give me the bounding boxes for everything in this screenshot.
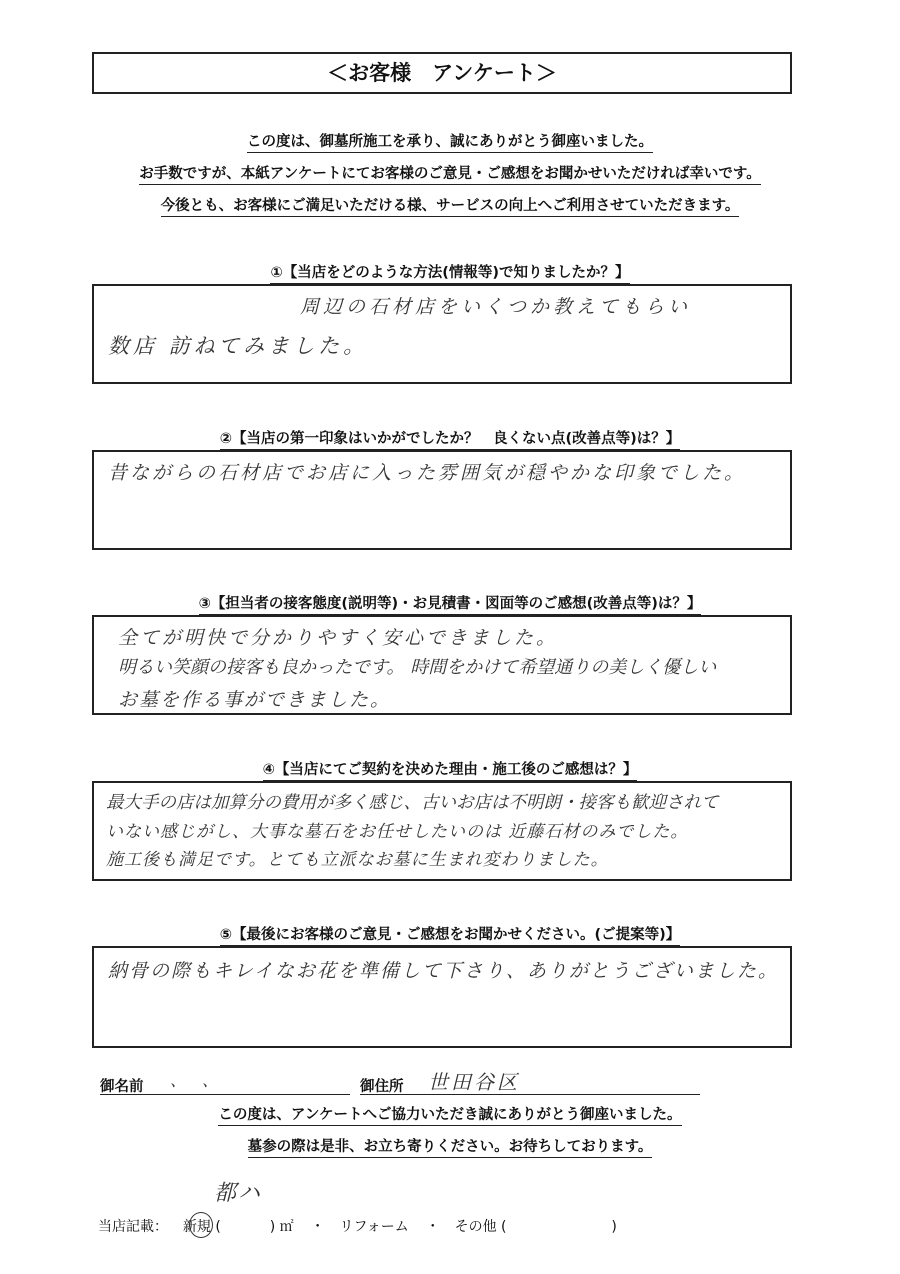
address-underline — [360, 1075, 700, 1095]
name-value[interactable]: 、 、 — [170, 1071, 223, 1090]
question-5-label: ⑤【最後にお客様のご意見・ご感想をお聞かせください。(ご提案等)】 — [40, 923, 860, 944]
question-3-label: ③【担当者の接客態度(説明等)・お見積書・図面等のご感想(改善点等)は？】 — [40, 592, 860, 613]
answer-4-line-3: 施工後も満足です。とても立派なお墓に生まれ変わりました。 — [106, 850, 609, 870]
area-unit: ㎡ — [279, 1219, 294, 1235]
store-record-label: 当店記載： — [98, 1219, 168, 1235]
answer-4-box[interactable] — [92, 781, 792, 881]
answer-3-line-2: 明るい笑顔の接客も良かったです。 時間をかけて希望通りの美しく優しい — [118, 657, 717, 678]
separator-2: ・ — [425, 1219, 440, 1235]
store-record-row — [98, 1216, 617, 1236]
new-paren-close: ) — [269, 1219, 276, 1235]
closing-line-2: 墓参の際は是非、お立ち寄りください。お待ちしております。 — [60, 1135, 840, 1156]
separator-1: ・ — [310, 1219, 325, 1235]
intro-line-1: この度は、御墓所施工を承り、誠にありがとう御座いました。 — [60, 130, 840, 151]
name-underline — [100, 1075, 350, 1095]
other-paren-close: ) — [611, 1219, 617, 1235]
name-label: 御名前 — [100, 1079, 144, 1095]
option-new[interactable] — [183, 1216, 211, 1236]
answer-4-line-1: 最大手の店は加算分の費用が多く感じ、古いお店は不明朗・接客も歓迎されて — [106, 793, 719, 813]
address-value[interactable]: 世田谷区 — [428, 1070, 520, 1094]
answer-2-box[interactable] — [92, 450, 792, 550]
question-4-label: ④【当店にてご契約を決めた理由・施工後のご感想は？】 — [40, 758, 860, 779]
store-handwritten-note: 都ハ — [214, 1181, 263, 1206]
option-other[interactable]: その他 — [454, 1219, 497, 1235]
other-paren-open: ( — [501, 1219, 507, 1235]
address-label: 御住所 — [360, 1079, 404, 1095]
answer-4-line-2: いない感じがし、大事な墓石をお任せしたいのは 近藤石材のみでした。 — [106, 822, 689, 842]
answer-3-line-1: 全てが明快で分かりやすく安心できました。 — [118, 627, 559, 649]
new-paren-open: ( — [215, 1219, 221, 1235]
option-reform[interactable]: リフォーム — [339, 1219, 409, 1235]
question-1-label: ①【当店をどのような方法(情報等)で知りましたか？】 — [40, 261, 860, 282]
answer-3-box[interactable] — [92, 615, 792, 715]
answer-5-line-1: 納骨の際もキレイなお花を準備して下さり、ありがとうございました。 — [108, 960, 779, 982]
answer-1-box[interactable] — [92, 284, 792, 384]
answer-3-line-3: お墓を作る事ができました。 — [118, 689, 392, 711]
answer-1-line-2: 数店 訪ねてみました。 — [108, 334, 369, 358]
survey-title: ＜お客様 アンケート＞ — [92, 52, 792, 94]
intro-line-3: 今後とも、お客様にご満足いただける様、サービスの向上へご利用させていただきます。 — [60, 194, 840, 215]
answer-2-line-1: 昔ながらの石材店でお店に入った雰囲気が穏やかな印象でした。 — [108, 462, 747, 484]
question-2-label: ②【当店の第一印象はいかがでしたか？ 良くない点(改善点等)は？】 — [40, 427, 860, 448]
answer-1-line-1: 周辺の石材店をいくつか教えてもらい — [300, 296, 692, 318]
option-new-label: 新規 — [182, 1219, 211, 1235]
closing-line-1: この度は、アンケートへご協力いただき誠にありがとう御座いました。 — [60, 1103, 840, 1124]
intro-line-2: お手数ですが、本紙アンケートにてお客様のご意見・ご感想をお聞かせいただければ幸いです。 — [60, 162, 840, 183]
option-new-circle — [189, 1212, 213, 1238]
answer-5-box[interactable] — [92, 946, 792, 1048]
